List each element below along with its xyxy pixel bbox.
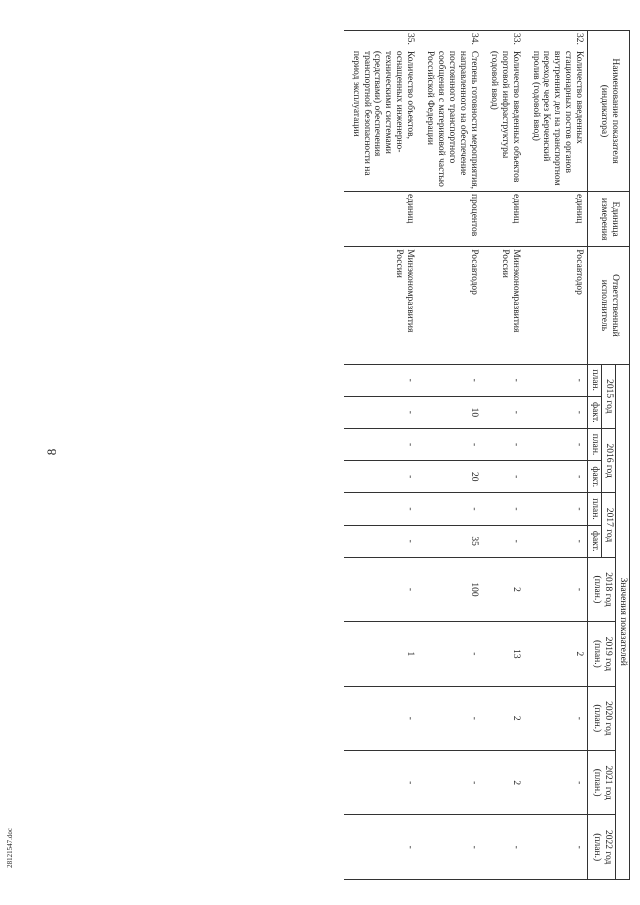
header-2015-fact: факт. — [588, 396, 602, 428]
value-2018-plan: - — [524, 557, 588, 621]
header-2017-plan: план. — [588, 493, 602, 525]
footer-document-code: 28121547.doc — [6, 828, 14, 868]
indicator-name: Количество введенных объектов портовой инфраструктуры (годовой ввод) — [482, 49, 524, 192]
value-2017-plan: - — [524, 493, 588, 525]
header-year-2017: 2017 год — [602, 493, 616, 557]
header-2015-plan: план. — [588, 364, 602, 396]
table-row — [524, 31, 588, 880]
header-year-2018-plan: 2018 год (план.) — [588, 557, 616, 621]
header-name: Наименование показателя (индикатора) — [588, 31, 630, 192]
value-2016-fact: 20 — [418, 461, 482, 493]
header-2016-plan: план. — [588, 428, 602, 460]
value-2016-plan: - — [418, 428, 482, 460]
value-2015-fact: - — [524, 396, 588, 428]
unit-of-measure: единиц — [344, 192, 419, 247]
header-year-2021-plan: 2021 год (план.) — [588, 750, 616, 814]
value-2019-plan: - — [418, 622, 482, 686]
header-executor: Ответственный исполнитель — [588, 247, 630, 364]
value-2019-plan: 2 — [524, 622, 588, 686]
value-2016-plan: - — [524, 428, 588, 460]
header-2017-fact: факт. — [588, 525, 602, 557]
value-2016-plan: - — [482, 428, 524, 460]
responsible-executor: Минэкономразвития России — [482, 247, 524, 364]
responsible-executor: Росавтодор — [524, 247, 588, 364]
value-2022-plan: - — [418, 815, 482, 880]
value-2021-plan: - — [344, 750, 419, 814]
row-number: 32. — [524, 31, 588, 49]
page-number: 8 — [44, 448, 59, 456]
header-2016-fact: факт. — [588, 461, 602, 493]
table-row — [482, 31, 524, 880]
value-2018-plan: - — [344, 557, 419, 621]
value-2022-plan: - — [344, 815, 419, 880]
value-2020-plan: - — [344, 686, 419, 750]
value-2017-plan: - — [344, 493, 419, 525]
responsible-executor: Минэкономразвития России — [344, 247, 419, 364]
value-2021-plan: - — [524, 750, 588, 814]
rotated-page-content — [70, 30, 630, 900]
value-2018-plan: 100 — [418, 557, 482, 621]
row-number: 33. — [482, 31, 524, 49]
value-2019-plan: 13 — [482, 622, 524, 686]
value-2017-fact: - — [524, 525, 588, 557]
value-2020-plan: - — [524, 686, 588, 750]
header-unit: Единица измерения — [588, 192, 630, 247]
responsible-executor: Росавтодор — [418, 247, 482, 364]
value-2020-plan: 2 — [482, 686, 524, 750]
table-body — [344, 31, 588, 880]
value-2019-plan: 1 — [344, 622, 419, 686]
value-2018-plan: 2 — [482, 557, 524, 621]
indicators-table — [344, 30, 630, 880]
header-year-2019-plan: 2019 год (план.) — [588, 622, 616, 686]
unit-of-measure: процентов — [418, 192, 482, 247]
row-number: 34. — [418, 31, 482, 49]
value-2015-fact: - — [482, 396, 524, 428]
value-2022-plan: - — [524, 815, 588, 880]
value-2016-fact: - — [524, 461, 588, 493]
value-2016-fact: - — [482, 461, 524, 493]
header-year-2016: 2016 год — [602, 428, 616, 492]
table-row — [418, 31, 482, 880]
indicator-name: Количество объектов, оснащенных инженерно-техническими системами (средствами) обеспечения транспортной безопасности на период эксплуатации — [344, 49, 419, 192]
value-2021-plan: 2 — [482, 750, 524, 814]
table-row — [344, 31, 419, 880]
value-2017-fact: 35 — [418, 525, 482, 557]
row-number: 35. — [344, 31, 419, 49]
header-year-2022-plan: 2022 год (план.) — [588, 815, 616, 880]
header-values-group: Значения показателей — [616, 364, 630, 879]
value-2015-plan: - — [524, 364, 588, 396]
value-2016-fact: - — [344, 461, 419, 493]
unit-of-measure: единиц — [524, 192, 588, 247]
value-2015-plan: - — [418, 364, 482, 396]
value-2015-plan: - — [482, 364, 524, 396]
value-2015-plan: - — [344, 364, 419, 396]
value-2016-plan: - — [344, 428, 419, 460]
value-2017-fact: - — [344, 525, 419, 557]
value-2020-plan: - — [418, 686, 482, 750]
value-2017-fact: - — [482, 525, 524, 557]
indicator-name: Количество введенных стационарных постов органов внутренних дел на транспортном переходе через Керченский пролив (годовой ввод) — [524, 49, 588, 192]
value-2022-plan: - — [482, 815, 524, 880]
value-2017-plan: - — [418, 493, 482, 525]
value-2017-plan: - — [482, 493, 524, 525]
header-year-2020-plan: 2020 год (план.) — [588, 686, 616, 750]
value-2015-fact: 10 — [418, 396, 482, 428]
header-year-2015: 2015 год — [602, 364, 616, 428]
table-header — [588, 31, 630, 880]
indicator-name: Степень готовности мероприятия, направленного на обеспечение постоянного транспортного сообщения с материковой частью Российской Федерации — [418, 49, 482, 192]
value-2015-fact: - — [344, 396, 419, 428]
value-2021-plan: - — [418, 750, 482, 814]
unit-of-measure: единиц — [482, 192, 524, 247]
